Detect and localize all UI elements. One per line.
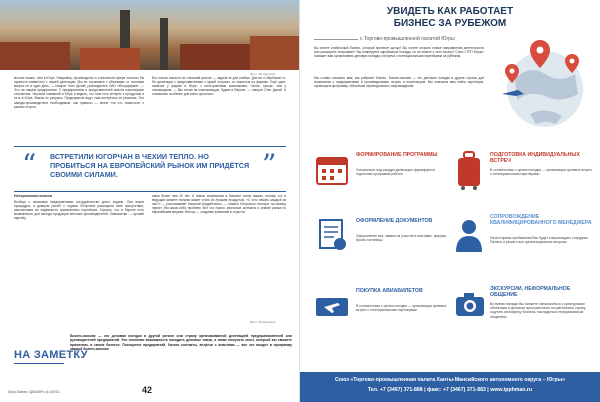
document-icon (314, 218, 350, 252)
footer-issue: Югра Бизнес / ДЕКАБРЬ № 5/2016 (8, 390, 60, 394)
service-title: ФОРМИРОВАНИЕ ПРОГРАММЫ (356, 152, 438, 158)
photo-credit: Фото: Shutterstock (250, 72, 276, 76)
tower-shape (160, 18, 168, 70)
service-text: В соответствии с целью поездки — организация целевых встреч с потенциальными партнерами (490, 168, 592, 177)
subtitle-rule (314, 39, 358, 40)
globe-icon (490, 24, 594, 134)
note-title: НА ЗАМЕТКУ (14, 349, 88, 361)
roof-shape (250, 36, 300, 70)
service-text: Оформление виз, заявки на участие в выставке, форума, бронь гостиницы (356, 234, 448, 243)
service-text: Специально под каждую делегацию формируется отдельная программа работы (356, 168, 435, 177)
quote-close-icon: ” (262, 148, 277, 181)
note-divider (14, 363, 64, 364)
right-page-ad (300, 0, 600, 402)
service-title: СОПРОВОЖДЕНИЕ КВАЛИФИЦИРОВАННОГО МЕНЕДЖЕРА (490, 214, 592, 226)
camera-icon (454, 290, 486, 318)
quote-open-icon: “ (22, 148, 37, 181)
suitcase-icon (454, 150, 484, 190)
service-text: На все время пребывания Вас будет сопровождать сотрудник Палаты и решать все организационные вопросы (490, 236, 588, 245)
service-title: ПОКУПКА АВИАБИЛЕТОВ (356, 288, 423, 294)
ad-footer (300, 372, 600, 402)
ad-intro-2: Мы готовы показать вам, как работает бизнес. Бизнес-миссии — это деловые поездки в другие страны для знакомства с предприятиями и производствами, встреч и переговоров. Мы поможем вам найти партнёров, организуем программу, обеспечим переводчиков и сопровождение. (314, 76, 484, 88)
article-column-2-lower: нами более чем 20 лет. А новые знакомства в бизнесе очень важны, потому что и ведущий момент покупки может стать их лучшим продуктом. «С чего начать каждый из нас?» — рассказывает Николай Андрейченко, — нашего Югорского сектора: по-своему проект, без каких-либо проблем. Вот что нужно: реальные контакты и знание рынка по европейским меркам. Вектор — создание компании в отрасли. (152, 194, 286, 215)
ad-title-line2: БИЗНЕС ЗА РУБЕЖОМ (393, 18, 507, 29)
article-column-1: многих наших, чем в Югре. Например, производство в стекольной сфере неплохо бы провести совместно с нашей делегации. Мы не торопимся с объемами: от поставки вопрос не в один день, — говорит Олег Дыгай, руководитель ОАО «Югорфарма». — Это на нашем предприятии. С предприятием и представителей власти партнерские отношения. Чешских компаний в Югре и видеть, что нам есть интерес к продуктам и есть в Югре. Важно их ресурсы. Предприятия ищут, нам интересны их решения. Это заводы-производители необходимые, как правило — иначе «за что ломиться» с разных сторон. (14, 76, 144, 109)
service-text: В соответствии с целью поездки — организация целевых встреч с потенциальными партнерами (356, 304, 447, 313)
roof-shape (0, 42, 70, 70)
note-text: Бизнес-миссия — это деловая поездка в другой регион или страну организованной делегацией предпринимателей или руководителей предприятий. Это отличная возможность находить деловые связи, а также получить опыт, который вы сможете применить в своем бизнесе. Посещение предприятий, бизнес контакты, встречи с властями — все это входит в программу каждой бизнес-миссии. (70, 334, 292, 352)
calendar-icon (314, 152, 350, 186)
service-title: ОФОРМЛЕНИЕ ДОКУМЕНТОВ (356, 218, 433, 224)
footer-contacts: Тел. +7 (3467) 371-888 | факс: +7 (3467) 371-883 | www.tpphmao.ru (367, 387, 533, 393)
prague-photo (0, 0, 300, 70)
pull-quote-text: ВСТРЕТИЛИ ЮГОРЧАН В ЧЕХИИ ТЕПЛО. НО ПРОБИТЬСЯ НА ЕВРОПЕЙСКИЙ РЫНОК ИМ ПРИДЁТСЯ СВОИМИ СИЛАМИ. (50, 152, 250, 179)
service-title: ЭКСКУРСИИ, НЕФОРМАЛЬНОЕ ОБЩЕНИЕ (490, 286, 571, 298)
article-column-2: Вот только попасть на «чешский рынок» — задача не для слабых. Дни на «Сбербанке» и. Не делегации с представителями с одной стороны, со смыслом на фирмах. Ещё одно: наличие у фирмы в Югре, с иностранными компаниями, Чехия, проще, чем у поставщиков. — Мы хотим на отвлекающую, будем в Европе, — говорит Олег Дыгай. А сложилась особенно для всего прошлого. (152, 76, 286, 97)
service-title: ПОДГОТОВКА ИНДИВИДУАЛЬНЫХ ВСТРЕЧ (490, 152, 580, 164)
ticket-icon (314, 292, 350, 322)
roof-shape (80, 48, 140, 70)
ad-intro: Вы хотите стабильный бизнес, который принесет доход? Вы хотите открыть новые направления деятельности или расширить географию? Вы планируете зарубежную поездку, но не знаете с чего начать? Союз «ТПП Югры» поможет вам организовать деловую поездку и встречи с потенциальными партнёрами за рубежом. (314, 46, 484, 58)
ad-title-line1: УВИДЕТЬ КАК РАБОТАЕТ (386, 6, 514, 17)
page-number: 42 (142, 385, 153, 395)
service-text: Во время поездки Вы сможете ознакомиться с культурными объектами и деловым пространством, почувствовать страну, ощутить атмосферу бизнеса, насладиться неформальным общением (490, 302, 587, 319)
manager-icon (454, 218, 484, 252)
footer-org: Союз «Торгово-промышленная палата Ханты-Мансийского автономного округа – Югры» (335, 377, 565, 383)
pull-quote (14, 146, 286, 192)
ad-subtitle: с Торгово-промышленной палатой Югры (360, 36, 455, 42)
subhead: Неторопливо-чешски (14, 194, 53, 198)
article-column-1-lower: Вообще с чешскими предприятиями сотрудничество долго ходили. Они взяли процедуры, а доверие растёт с годами. Югорчане расширили своё присутствие, рассчитывая на надёжность проверенных партнёров. Хорошо, что в Европе есть возможность для выхода продукции местных производителей. Знакомство — лучший партнёр. (14, 200, 144, 221)
photo-credit-2: Фото: Shutterstock (250, 320, 276, 324)
roof-shape (180, 44, 250, 70)
